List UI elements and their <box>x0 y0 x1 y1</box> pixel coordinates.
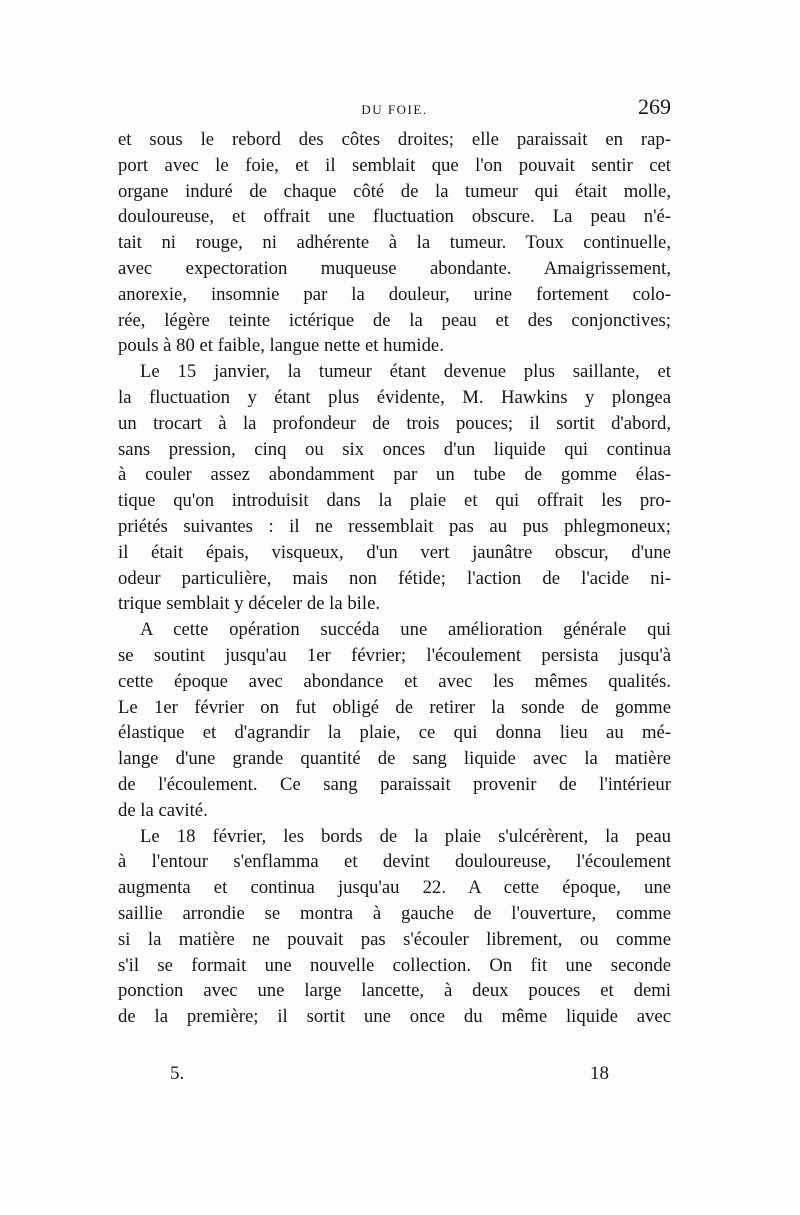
text-line: trique semblait y déceler de la bile. <box>118 593 381 615</box>
text-line: A cette opération succéda une amélioration générale qui <box>140 619 671 641</box>
text-line: il était épais, visqueux, d'un vert jaunâtre obscur, d'une <box>118 541 671 563</box>
text-line: anorexie, insomnie par la douleur, urine fortement colo- <box>118 283 671 305</box>
text-line: cette époque avec abondance et avec les mêmes qualités. <box>118 670 671 692</box>
page-number: 269 <box>638 94 671 119</box>
text-line: augmenta et continua jusqu'au 22. A cette époque, une <box>118 877 671 899</box>
text-line: Le 15 janvier, la tumeur étant devenue plus saillante, et <box>140 361 671 383</box>
text-line: pouls à 80 et faible, langue nette et humide. <box>118 335 444 357</box>
text-line: et sous le rebord des côtes droites; elle paraissait en rap- <box>118 129 671 150</box>
text-line: de la première; il sortit une once du même liquide avec <box>118 1006 671 1028</box>
text-line: à l'entour s'enflamma et devint douloureuse, l'écoulement <box>118 851 671 873</box>
chapter-title: DU FOIE. <box>361 102 428 117</box>
text-line: élastique et d'agrandir la plaie, ce qui donna lieu au mé- <box>118 722 671 744</box>
text-line: port avec le foie, et il semblait que l'on pouvait sentir cet <box>118 154 671 176</box>
text-line: avec expectoration muqueuse abondante. Amaigrissement, <box>118 257 671 279</box>
text-line: rée, légère teinte ictérique de la peau et des conjonctives; <box>118 309 671 331</box>
body-text <box>118 127 671 1030</box>
text-line: s'il se formait une nouvelle collection. On fit une seconde <box>118 954 671 976</box>
text-line: la fluctuation y étant plus évidente, M. Hawkins y plongea <box>118 386 671 408</box>
text-line: tait ni rouge, ni adhérente à la tumeur. Toux continuelle, <box>118 232 671 254</box>
text-line: à couler assez abondamment par un tube de gomme élas- <box>118 464 671 486</box>
text-line: priétés suivantes : il ne ressemblait pas au pus phlegmoneux; <box>118 515 671 537</box>
text-line: si la matière ne pouvait pas s'écouler librement, ou comme <box>118 928 671 950</box>
text-line: un trocart à la profondeur de trois pouces; il sortit d'abord, <box>118 412 671 434</box>
text-line: douloureuse, et offrait une fluctuation obscure. La peau n'é- <box>118 206 671 228</box>
running-head <box>118 92 671 122</box>
text-line: Le 1er février on fut obligé de retirer la sonde de gomme <box>118 696 671 718</box>
signature-mark: 5. <box>170 1063 185 1084</box>
text-line: Le 18 février, les bords de la plaie s'ulcérèrent, la peau <box>140 825 671 847</box>
text-line: sans pression, cinq ou six onces d'un liquide qui continua <box>118 438 671 460</box>
text-line: de la cavité. <box>118 799 208 821</box>
text-line: saillie arrondie se montra à gauche de l'ouverture, comme <box>118 902 671 924</box>
text-line: de l'écoulement. Ce sang paraissait provenir de l'intérieur <box>118 773 671 795</box>
text-line: tique qu'on introduisit dans la plaie et qui offrait les pro- <box>118 490 671 512</box>
sheet-number: 18 <box>590 1063 609 1084</box>
text-line: lange d'une grande quantité de sang liquide avec la matière <box>118 748 671 770</box>
text-line: odeur particulière, mais non fétide; l'action de l'acide ni- <box>118 567 671 589</box>
text-line: se soutint jusqu'au 1er février; l'écoulement persista jusqu'à <box>118 644 671 666</box>
text-line: organe induré de chaque côté de la tumeur qui était molle, <box>118 180 671 202</box>
text-line: ponction avec une large lancette, à deux pouces et demi <box>118 980 671 1002</box>
